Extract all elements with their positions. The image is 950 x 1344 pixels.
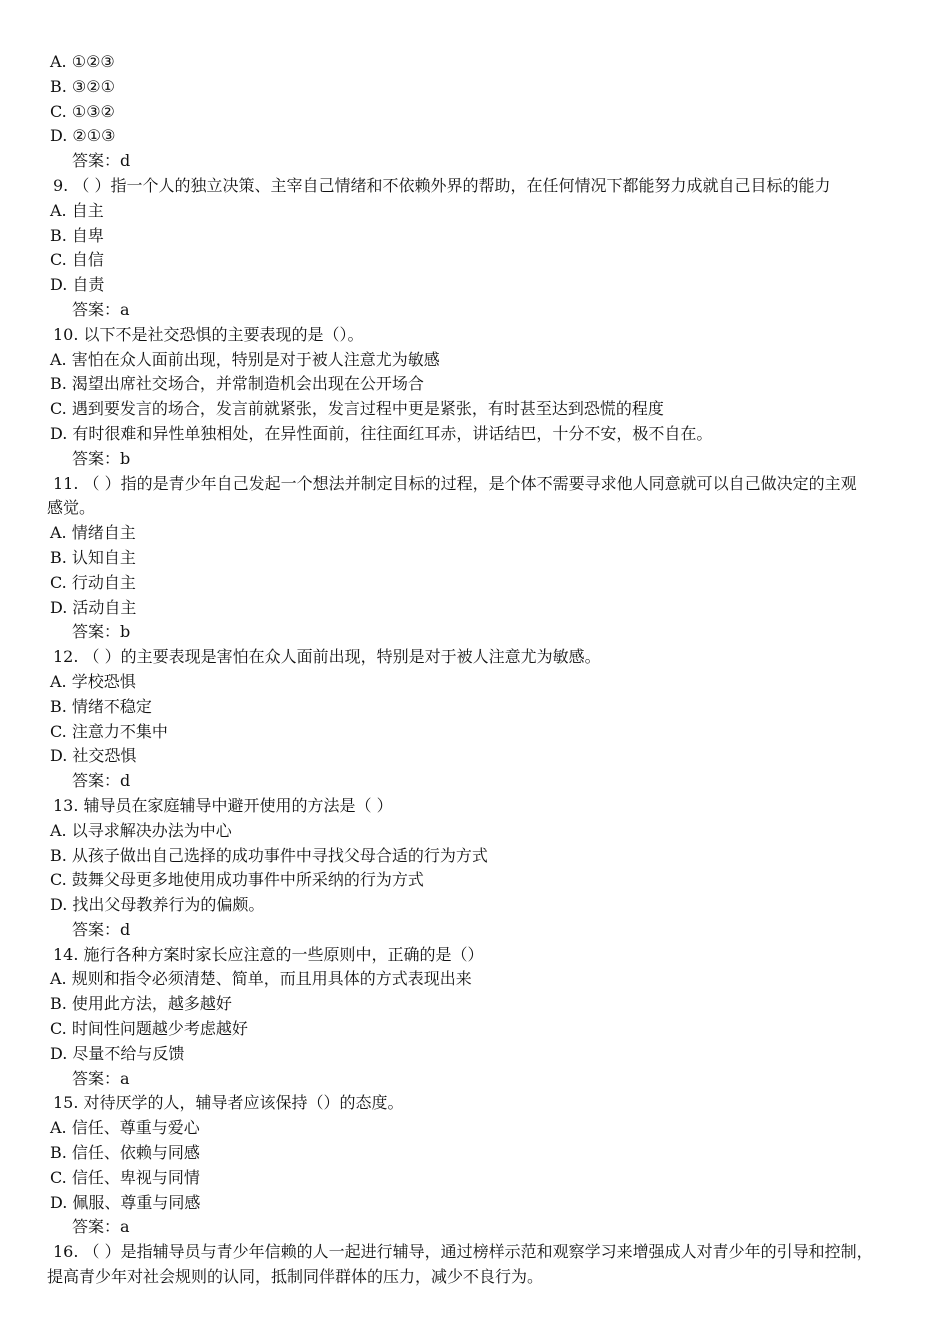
answer-line: 答案：a [72,299,130,319]
answer-line: 答案：d [72,771,131,791]
option-line: C. 时间性问题越少考虑越好 [50,1019,248,1039]
option-line: C. 信任、卑视与同情 [50,1167,200,1187]
option-line: B. 渴望出席社交场合，并常制造机会出现在公开场合 [50,374,424,394]
option-line: C. ①③② [50,101,115,121]
option-line: C. 注意力不集中 [50,721,168,741]
answer-line: 答案：a [72,1068,130,1088]
option-line: D. 找出父母教养行为的偏颇。 [50,895,265,915]
option-line: B. 认知自主 [50,547,136,567]
option-line: A. 害怕在众人面前出现，特别是对于被人注意尤为敏感 [50,349,440,369]
option-line: D. 社交恐惧 [50,746,137,766]
question-line: 9. （ ）指一个人的独立决策、主宰自己情绪和不依赖外界的帮助，在任何情况下都能努力成就自己目标的能力 [53,175,831,195]
option-line: C. 自信 [50,250,104,270]
option-line: C. 鼓舞父母更多地使用成功事件中所采纳的行为方式 [50,870,424,890]
question-line: 14. 施行各种方案时家长应注意的一些原则中，正确的是（） [53,944,484,964]
option-line: A. 规则和指令必须清楚、简单，而且用具体的方式表现出来 [50,969,472,989]
option-line: B. 信任、依赖与同感 [50,1143,200,1163]
question-line: 15. 对待厌学的人，辅导者应该保持（）的态度。 [53,1093,404,1113]
option-line: C. 遇到要发言的场合，发言前就紧张，发言过程中更是紧张，有时甚至达到恐慌的程度 [50,399,664,419]
question-line: 16. （ ）是指辅导员与青少年信赖的人一起进行辅导，通过榜样示范和观察学习来增强成人对青少年的引导和控制， [53,1242,873,1262]
question-continuation-line: 提高青少年对社会规则的认同，抵制同伴群体的压力，减少不良行为。 [47,1267,544,1287]
answer-line: 答案：b [72,448,131,468]
option-line: A. 自主 [50,200,104,220]
option-line: D. 活动自主 [50,597,137,617]
question-line: 10. 以下不是社交恐惧的主要表现的是（）。 [53,324,364,344]
option-line: A. 情绪自主 [50,523,136,543]
option-line: B. 情绪不稳定 [50,696,152,716]
question-line: 11. （ ）指的是青少年自己发起一个想法并制定目标的过程，是个体不需要寻求他人同意就可以自己做决定的主观 [53,473,857,493]
option-line: D. 自责 [50,275,105,295]
option-line: A. 信任、尊重与爱心 [50,1118,200,1138]
answer-line: 答案：a [72,1217,130,1237]
option-line: B. 使用此方法，越多越好 [50,994,232,1014]
question-line: 12. （ ）的主要表现是害怕在众人面前出现，特别是对于被人注意尤为敏感。 [53,647,601,667]
option-line: D. 佩服、尊重与同感 [50,1192,201,1212]
question-line: 13. 辅导员在家庭辅导中避开使用的方法是（ ） [53,795,393,815]
option-line: A. 学校恐惧 [50,671,136,691]
answer-line: 答案：d [72,151,131,171]
option-line: A. ①②③ [50,52,115,71]
option-line: B. ③②① [50,76,115,96]
answer-line: 答案：b [72,622,131,642]
option-line: B. 自卑 [50,225,104,245]
option-line: A. 以寻求解决办法为中心 [50,820,232,840]
option-line: D. 尽量不给与反馈 [50,1043,185,1063]
option-line: D. 有时很难和异性单独相处，在异性面前，往往面红耳赤，讲话结巴，十分不安，极不自在。 [50,423,713,443]
option-line: D. ②①③ [50,126,116,146]
question-continuation-line: 感觉。 [47,498,96,518]
option-line: B. 从孩子做出自己选择的成功事件中寻找父母合适的行为方式 [50,845,488,865]
option-line: C. 行动自主 [50,572,136,592]
answer-line: 答案：d [72,919,131,939]
